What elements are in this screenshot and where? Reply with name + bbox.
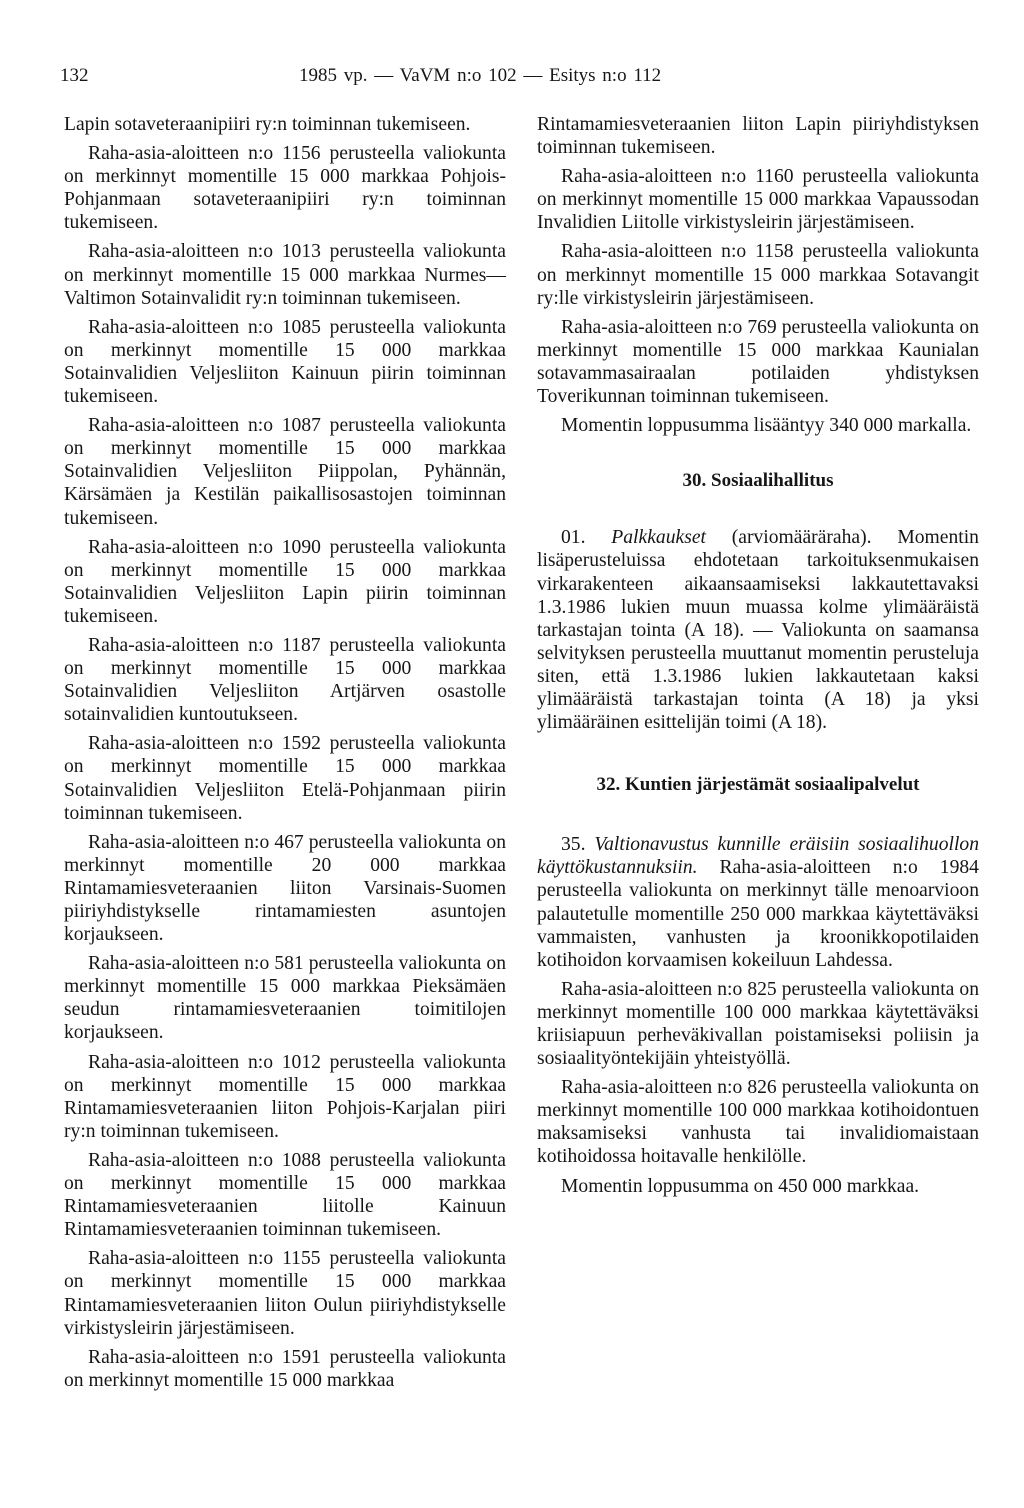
paragraph: Raha-asia-aloitteen n:o 1155 perusteella valiokunta on merkinnyt momentille 15 000 markkaa Rintamamiesveteraanien liiton Oulun piiriyhdistykselle virkistysleirin järjestämiseen. bbox=[64, 1248, 506, 1339]
paragraph: Raha-asia-aloitteen n:o 1090 perusteella valiokunta on merkinnyt momentille 15 000 markkaa Sotainvalidien Veljesliiton Lapin piirin toiminnan tukemiseen. bbox=[64, 536, 506, 627]
paragraph: Raha-asia-aloitteen n:o 1012 perusteella valiokunta on merkinnyt momentille 15 000 markkaa Rintamamiesveteraanien liiton Pohjois-Karjalan piiri ry:n toiminnan tukemiseen. bbox=[64, 1051, 506, 1142]
item-text: Raha-asia-aloitteen n:o 1984 perusteella valiokunta on merkinnyt tälle menoarvioon palautetulle momentille 250 000 markkaa käytettäväksi vammaisten, vanhusten ja kroonikkopotilaiden kotihoidon korvaamisen kokeiluun Lahdessa. bbox=[537, 857, 979, 971]
paragraph: Raha-asia-aloitteen n:o 1158 perusteella valiokunta on merkinnyt momentille 15 000 markkaa Sotavangit ry:lle virkistysleirin järjestämiseen. bbox=[537, 241, 979, 309]
section-heading-30: 30. Sosiaalihallitus bbox=[682, 470, 834, 492]
paragraph: Raha-asia-aloitteen n:o 1591 perusteella valiokunta on merkinnyt momentille 15 000 markkaa bbox=[64, 1346, 506, 1391]
paragraph: Raha-asia-aloitteen n:o 1187 perusteella valiokunta on merkinnyt momentille 15 000 markkaa Sotainvalidien Veljesliiton Artjärven osastolle sotainvalidien kuntoutukseen. bbox=[64, 634, 506, 726]
page-header bbox=[60, 63, 990, 89]
item-01-paragraph bbox=[537, 526, 979, 734]
paragraph: Raha-asia-aloitteen n:o 769 perusteella valiokunta on merkinnyt momentille 15 000 markkaa Kaunialan sotavammasairaalan potilaiden yhdistyksen Toverikunnan toiminnan tukemiseen. bbox=[537, 316, 979, 408]
paragraph: Raha-asia-aloitteen n:o 1087 perusteella valiokunta on merkinnyt momentille 15 000 markkaa Sotainvalidien Veljesliiton Piippolan, Pyhännän, Kärsämäen ja Kestilän paikallisosastojen toiminnan tukemiseen. bbox=[64, 415, 506, 529]
paragraph: Raha-asia-aloitteen n:o 467 perusteella valiokunta on merkinnyt momentille 20 000 markkaa Rintamamiesveteraanien liiton Varsinais-Suomen piiriyhdistykselle rintamamiesten asuntojen korjaukseen. bbox=[64, 831, 506, 946]
paragraph: Raha-asia-aloitteen n:o 581 perusteella valiokunta on merkinnyt momentille 15 000 markkaa Pieksämäen seudun rintamamiesveteraanien toimitilojen korjaukseen. bbox=[64, 953, 506, 1044]
left-column bbox=[64, 113, 506, 1398]
paragraph: Raha-asia-aloitteen n:o 826 perusteella valiokunta on merkinnyt momentille 100 000 markkaa kotihoidontuen maksamiseksi vanhusta tai invalidiomaistaan kotihoidossa hoitavalle henkilölle. bbox=[537, 1077, 979, 1168]
item-35-paragraph bbox=[537, 833, 979, 972]
item-title: Valtionavustus kunnille eräisiin sosiaalihuollon käyttökustannuksiin. bbox=[537, 834, 979, 879]
paragraph: Raha-asia-aloitteen n:o 1085 perusteella valiokunta on merkinnyt momentille 15 000 markkaa Sotainvalidien Veljesliiton Kainuun piirin toiminnan tukemiseen. bbox=[64, 316, 506, 408]
paragraph: Raha-asia-aloitteen n:o 1013 perusteella valiokunta on merkinnyt momentille 15 000 markkaa Nurmes—Valtimon Sotainvalidit ry:n toiminnan tukemiseen. bbox=[64, 241, 506, 309]
paragraph: Momentin loppusumma lisääntyy 340 000 markalla. bbox=[561, 415, 972, 437]
item-title: Palkkaukset bbox=[611, 527, 706, 549]
item-text: (arviomääräraha). Momentin lisäperusteluissa ehdotetaan tarkoituksenmukaisen virkarakenteen aikaansaamiseksi lakkautettavaksi 1.3.1986 lukien muun muassa kolme ylimääräistä tarkastajan tointa (A 18). — Valiokunta on saamansa selvityksen perusteella muuttanut momentin perusteluja siten, että 1.3.1986 lukien lakkautetaan kaksi ylimääräistä tarkastajan tointa (A 18) ja yksi ylimääräinen esittelijän toimi (A 18). bbox=[537, 527, 979, 734]
paragraph: Raha-asia-aloitteen n:o 1592 perusteella valiokunta on merkinnyt momentille 15 000 markkaa Sotainvalidien Veljesliiton Etelä-Pohjanmaan piirin toiminnan tukemiseen. bbox=[64, 733, 506, 824]
item-number: 01. bbox=[561, 527, 586, 549]
paragraph: Raha-asia-aloitteen n:o 1088 perusteella valiokunta on merkinnyt momentille 15 000 markkaa Rintamamiesveteraanien liitolle Kainuun Rintamamiesveteraanien toiminnan tukemiseen. bbox=[64, 1149, 506, 1241]
paragraph: Rintamamiesveteraanien liiton Lapin piiriyhdistyksen toiminnan tukemiseen. bbox=[537, 114, 979, 159]
paragraph: Raha-asia-aloitteen n:o 825 perusteella valiokunta on merkinnyt momentille 100 000 markkaa käytettäväksi kriisiapuun perheväkivallan poistamiseksi poliisin ja sosiaalityöntekijäin yhteistyöllä. bbox=[537, 978, 979, 1070]
page-number: 132 bbox=[60, 65, 89, 86]
item-number: 35. bbox=[561, 834, 586, 856]
running-head: 1985 vp. — VaVM n:o 102 — Esitys n:o 112 bbox=[299, 65, 662, 86]
paragraph: Lapin sotaveteraanipiiri ry:n toiminnan tukemiseen. bbox=[64, 114, 471, 135]
paragraph: Raha-asia-aloitteen n:o 1160 perusteella valiokunta on merkinnyt momentille 15 000 markkaa Vapaussodan Invalidien Liitolle virkistysleirin järjestämiseen. bbox=[537, 166, 979, 234]
right-column bbox=[537, 113, 979, 1204]
paragraph: Momentin loppusumma on 450 000 markkaa. bbox=[561, 1175, 920, 1197]
paragraph: Raha-asia-aloitteen n:o 1156 perusteella valiokunta on merkinnyt momentille 15 000 markkaa Pohjois-Pohjanmaan sotaveteraanipiiri ry:n toiminnan tukemiseen. bbox=[64, 143, 506, 234]
section-heading-32: 32. Kuntien järjestämät sosiaalipalvelut bbox=[596, 774, 920, 796]
